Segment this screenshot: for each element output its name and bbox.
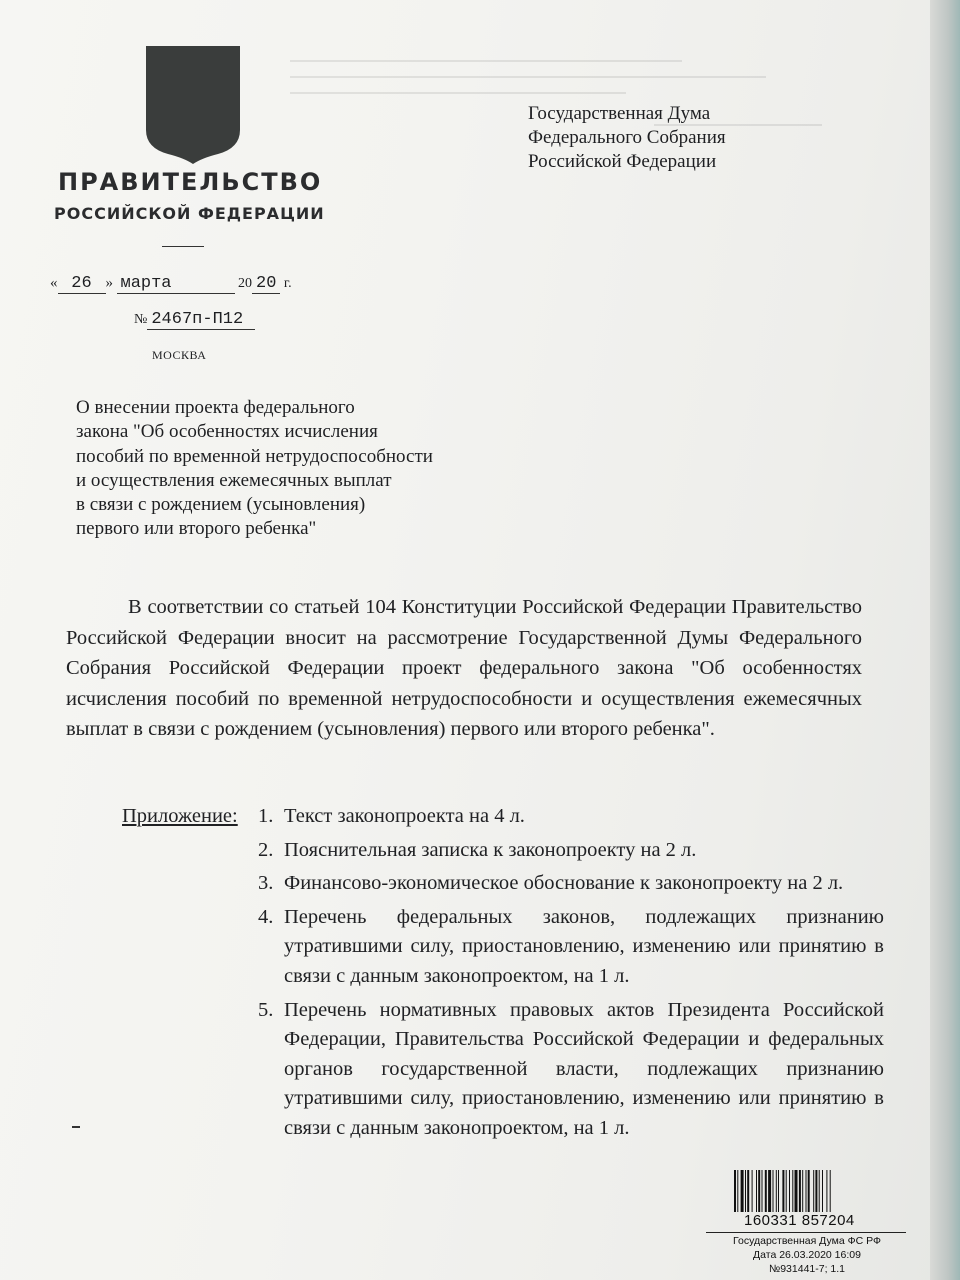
date-year-suffix: 20 (252, 274, 280, 294)
number-prefix: № (134, 312, 148, 327)
background-edge (930, 0, 960, 1280)
subject-line: первого или второго ребенка" (76, 518, 317, 540)
org-title: ПРАВИТЕЛЬСТВО (58, 168, 323, 196)
subject-line: закона "Об особенностях исчисления (76, 421, 378, 443)
appendix-item (258, 869, 884, 899)
stamp-divider (706, 1232, 906, 1233)
subject-line: и осуществления ежемесячных выплат (76, 469, 392, 491)
registration-stamp (704, 1170, 914, 1280)
appendix-item (258, 836, 884, 866)
document-date (50, 274, 292, 294)
subject-line: О внесении проекта федерального (76, 397, 355, 418)
subject-line: в связи с рождением (усыновления) (76, 494, 366, 516)
barcode-number: 160331 857204 (744, 1212, 855, 1229)
appendix-item-number: 4. (258, 905, 274, 928)
subject-block (76, 396, 433, 542)
appendix-item-text: Текст законопроекта на 4 л. (284, 805, 525, 827)
appendix-item-number: 2. (258, 838, 274, 861)
number-value: 2467п-П12 (147, 310, 255, 330)
date-month: марта (117, 274, 235, 294)
org-subtitle: РОССИЙСКОЙ ФЕДЕРАЦИИ (54, 204, 325, 223)
appendix-item-number: 5. (258, 998, 274, 1021)
date-year-prefix: 20 (238, 276, 252, 291)
appendix-label: Приложение: (122, 805, 238, 827)
addressee-line: Федерального Собрания (528, 127, 726, 148)
appendix-item (258, 996, 884, 1144)
header-divider (162, 246, 204, 247)
subject-line: пособий по временной нетрудоспособности (76, 445, 433, 467)
appendix-list (258, 802, 884, 1148)
addressee-line: Государственная Дума (528, 103, 711, 124)
stamp-reg-number: №931441-7; 1.1 (768, 1263, 846, 1275)
stamp-org: Государственная Дума ФС РФ (733, 1235, 881, 1247)
appendix-item (258, 802, 884, 832)
body-paragraph: В соответствии со статьей 104 Конституции Российской Федерации Правительство Российской Федерации вносит на рассмотрение Государственной Думы Федерального Собрания Российской Федерации проект федерального закона "Об особенностях исчисления пособий по временной нетрудоспособности и осуществления ежемесячных выплат в связи с рождением (усыновления) первого или второго ребенка". (66, 596, 862, 740)
date-open-quote: « (50, 275, 58, 291)
date-day: 26 (58, 274, 106, 294)
document-number (134, 310, 255, 330)
barcode-icon (734, 1170, 880, 1212)
appendix-item-text: Финансово-экономическое обоснование к законопроекту на 2 л. (284, 872, 844, 895)
date-close-quote: » (105, 275, 113, 291)
city: МОСКВА (152, 348, 207, 362)
appendix-item-text: Пояснительная записка к законопроекту на 2 л. (284, 838, 697, 861)
appendix-item-text: Перечень федеральных законов, подлежащих признанию утратившими силу, приостановлению, изменению или принятию в связи с данным законопроектом, на 1 л. (284, 905, 884, 987)
appendix-item-number: 1. (258, 805, 274, 827)
date-year-abbr: г. (283, 276, 292, 291)
stamp-date: Дата 26.03.2020 16:09 (753, 1249, 861, 1261)
margin-mark (72, 1126, 80, 1128)
addressee-block (528, 102, 726, 174)
appendix-item-number: 3. (258, 872, 274, 895)
addressee-line: Российской Федерации (528, 151, 717, 172)
appendix-item-text: Перечень нормативных правовых актов Президента Российской Федерации, Правительства Российской Федерации и федеральных органов государственной власти, подлежащих признанию утратившими силу, приостановлению, изменению или принятию в связи с данным законопроектом, на 1 л. (284, 998, 884, 1139)
stamp-text (704, 1234, 910, 1276)
appendix-item (258, 903, 884, 992)
coat-of-arms-icon (146, 46, 240, 164)
